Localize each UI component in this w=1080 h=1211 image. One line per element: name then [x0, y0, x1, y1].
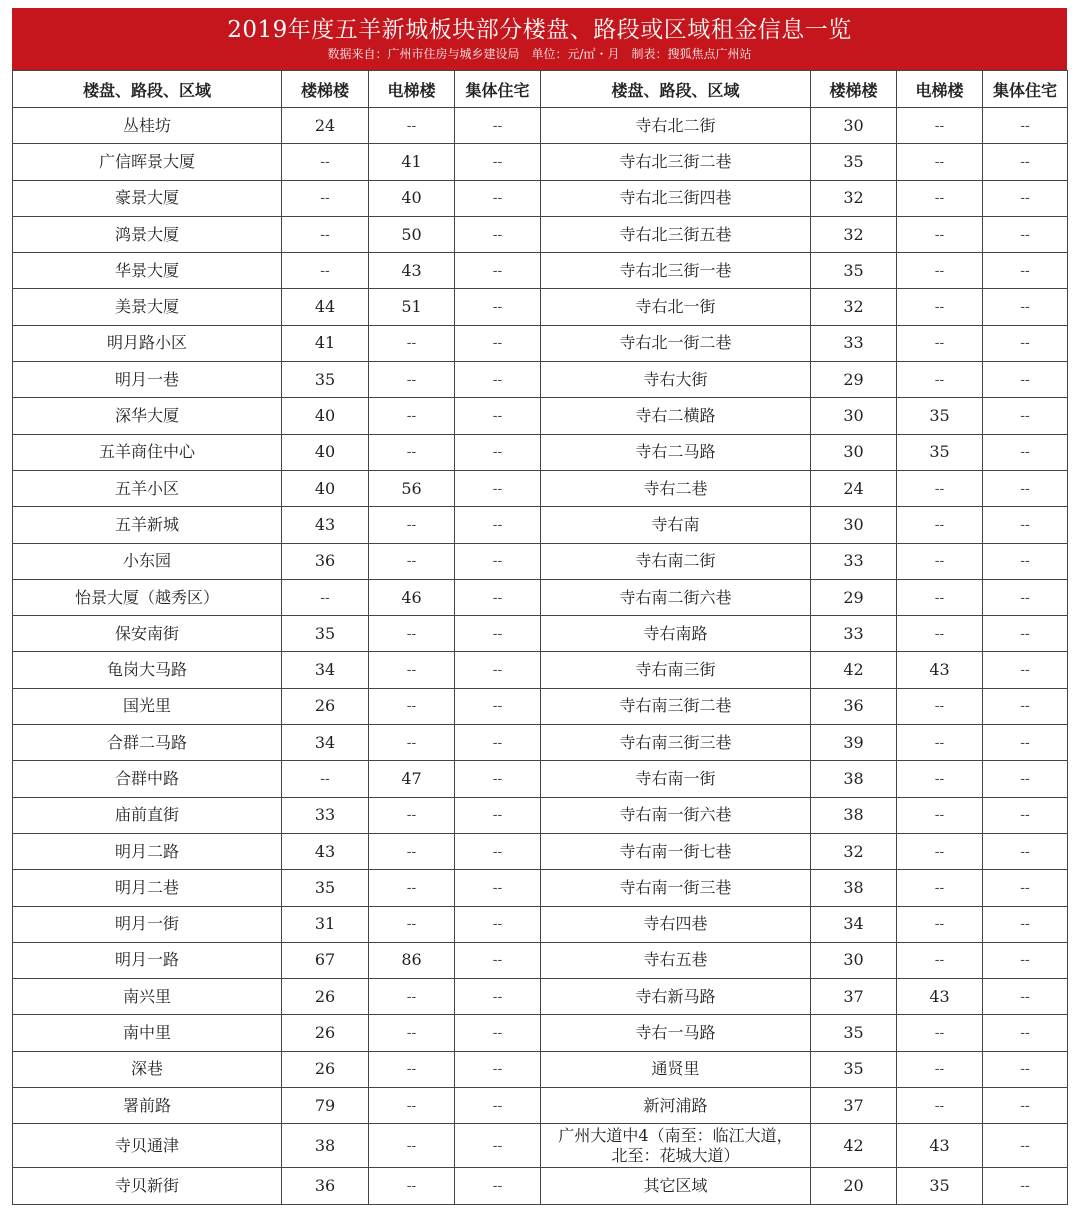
cell-collective-left: -- — [455, 870, 541, 906]
cell-stair-left: 35 — [282, 362, 369, 398]
cell-collective-left: -- — [455, 1168, 541, 1204]
cell-name-right: 寺右二巷 — [541, 470, 811, 506]
table-row — [13, 434, 1068, 470]
table-row — [13, 906, 1068, 942]
cell-stair-left: 40 — [282, 470, 369, 506]
cell-stair-left: 43 — [282, 507, 369, 543]
cell-elevator-left: -- — [369, 833, 455, 869]
cell-stair-right: 38 — [811, 797, 897, 833]
cell-collective-right: -- — [983, 398, 1068, 434]
table-row — [13, 833, 1068, 869]
cell-elevator-right: -- — [897, 253, 983, 289]
cell-collective-left: -- — [455, 289, 541, 325]
cell-elevator-left: -- — [369, 1168, 455, 1204]
cell-elevator-right: -- — [897, 725, 983, 761]
cell-name-left: 深华大厦 — [13, 398, 282, 434]
cell-stair-right: 37 — [811, 1088, 897, 1124]
cell-stair-right: 30 — [811, 108, 897, 144]
rent-table — [12, 70, 1068, 1205]
cell-stair-left: 26 — [282, 1051, 369, 1087]
cell-name-right: 寺右一马路 — [541, 1015, 811, 1051]
cell-stair-left: 36 — [282, 543, 369, 579]
cell-name-right: 寺右北一街二巷 — [541, 325, 811, 361]
cell-elevator-left: -- — [369, 1088, 455, 1124]
cell-elevator-right: -- — [897, 543, 983, 579]
header-cell-elevator-left: 电梯楼 — [369, 71, 455, 108]
cell-stair-left: 79 — [282, 1088, 369, 1124]
cell-stair-right: 35 — [811, 253, 897, 289]
cell-name-left: 南中里 — [13, 1015, 282, 1051]
cell-name-right: 寺右北三街五巷 — [541, 216, 811, 252]
cell-elevator-left: -- — [369, 1124, 455, 1168]
cell-elevator-right: -- — [897, 870, 983, 906]
cell-elevator-left: -- — [369, 434, 455, 470]
rent-table-sheet — [12, 8, 1067, 1205]
cell-name-left: 明月二巷 — [13, 870, 282, 906]
cell-elevator-right: -- — [897, 289, 983, 325]
cell-name-right: 寺右南路 — [541, 616, 811, 652]
cell-stair-left: 34 — [282, 652, 369, 688]
table-row — [13, 1051, 1068, 1087]
cell-collective-left: -- — [455, 434, 541, 470]
cell-stair-right: 30 — [811, 942, 897, 978]
table-row — [13, 144, 1068, 180]
cell-name-left: 丛桂坊 — [13, 108, 282, 144]
header-cell-stair-left: 楼梯楼 — [282, 71, 369, 108]
cell-name-left: 广信晖景大厦 — [13, 144, 282, 180]
cell-name-left: 五羊小区 — [13, 470, 282, 506]
cell-collective-left: -- — [455, 362, 541, 398]
cell-collective-right: -- — [983, 180, 1068, 216]
cell-collective-right: -- — [983, 108, 1068, 144]
cell-elevator-left: -- — [369, 688, 455, 724]
cell-collective-right: -- — [983, 942, 1068, 978]
cell-name-right: 寺右四巷 — [541, 906, 811, 942]
table-row — [13, 652, 1068, 688]
table-title: 2019年度五羊新城板块部分楼盘、路段或区域租金信息一览 — [227, 17, 852, 43]
cell-collective-right: -- — [983, 725, 1068, 761]
cell-stair-right: 33 — [811, 325, 897, 361]
cell-collective-left: -- — [455, 325, 541, 361]
cell-collective-left: -- — [455, 906, 541, 942]
table-row — [13, 616, 1068, 652]
cell-collective-left: -- — [455, 797, 541, 833]
cell-name-left: 龟岗大马路 — [13, 652, 282, 688]
cell-elevator-left: 56 — [369, 470, 455, 506]
cell-collective-left: -- — [455, 144, 541, 180]
cell-name-right: 寺右北三街二巷 — [541, 144, 811, 180]
cell-elevator-right: -- — [897, 616, 983, 652]
cell-stair-right: 37 — [811, 979, 897, 1015]
cell-name-left: 豪景大厦 — [13, 180, 282, 216]
cell-collective-right: -- — [983, 543, 1068, 579]
cell-name-right: 广州大道中4（南至：临江大道，北至：花城大道） — [541, 1124, 811, 1168]
cell-collective-left: -- — [455, 543, 541, 579]
cell-elevator-right: -- — [897, 942, 983, 978]
cell-elevator-right: -- — [897, 216, 983, 252]
cell-name-left: 明月一巷 — [13, 362, 282, 398]
cell-name-right: 寺右南一街 — [541, 761, 811, 797]
cell-collective-left: -- — [455, 761, 541, 797]
table-row — [13, 216, 1068, 252]
cell-stair-left: 38 — [282, 1124, 369, 1168]
cell-collective-right: -- — [983, 289, 1068, 325]
cell-collective-left: -- — [455, 833, 541, 869]
cell-elevator-right: 35 — [897, 398, 983, 434]
cell-collective-right: -- — [983, 216, 1068, 252]
cell-elevator-right: -- — [897, 1088, 983, 1124]
cell-name-right: 寺右南一街三巷 — [541, 870, 811, 906]
cell-collective-left: -- — [455, 979, 541, 1015]
cell-elevator-right: -- — [897, 362, 983, 398]
cell-stair-left: 26 — [282, 1015, 369, 1051]
cell-stair-left: 26 — [282, 688, 369, 724]
cell-stair-left: -- — [282, 180, 369, 216]
cell-stair-right: 32 — [811, 216, 897, 252]
cell-elevator-right: 35 — [897, 1168, 983, 1204]
cell-name-left: 明月一街 — [13, 906, 282, 942]
table-row — [13, 1088, 1068, 1124]
cell-name-left: 美景大厦 — [13, 289, 282, 325]
cell-collective-left: -- — [455, 1088, 541, 1124]
cell-elevator-right: -- — [897, 108, 983, 144]
cell-elevator-right: -- — [897, 507, 983, 543]
cell-name-right: 寺右南二街六巷 — [541, 579, 811, 615]
table-row — [13, 942, 1068, 978]
cell-elevator-left: -- — [369, 1015, 455, 1051]
cell-stair-right: 42 — [811, 652, 897, 688]
cell-stair-right: 30 — [811, 398, 897, 434]
cell-elevator-right: -- — [897, 688, 983, 724]
cell-collective-right: -- — [983, 1124, 1068, 1168]
cell-name-right: 通贤里 — [541, 1051, 811, 1087]
cell-elevator-left: 40 — [369, 180, 455, 216]
cell-stair-right: 32 — [811, 833, 897, 869]
cell-elevator-right: -- — [897, 579, 983, 615]
cell-elevator-right: -- — [897, 1015, 983, 1051]
cell-collective-right: -- — [983, 325, 1068, 361]
cell-collective-right: -- — [983, 797, 1068, 833]
cell-collective-right: -- — [983, 1051, 1068, 1087]
cell-collective-right: -- — [983, 507, 1068, 543]
cell-name-left: 南兴里 — [13, 979, 282, 1015]
cell-elevator-right: 43 — [897, 1124, 983, 1168]
table-row — [13, 470, 1068, 506]
cell-collective-right: -- — [983, 979, 1068, 1015]
table-row — [13, 725, 1068, 761]
cell-elevator-left: -- — [369, 507, 455, 543]
cell-name-left: 国光里 — [13, 688, 282, 724]
cell-stair-left: 26 — [282, 979, 369, 1015]
cell-name-left: 深巷 — [13, 1051, 282, 1087]
table-row — [13, 1124, 1068, 1168]
cell-elevator-right: 43 — [897, 652, 983, 688]
cell-name-right: 寺右南二街 — [541, 543, 811, 579]
cell-stair-right: 38 — [811, 870, 897, 906]
cell-name-left: 小东园 — [13, 543, 282, 579]
cell-stair-left: -- — [282, 761, 369, 797]
cell-name-right: 寺右南一街六巷 — [541, 797, 811, 833]
cell-stair-left: -- — [282, 216, 369, 252]
cell-collective-right: -- — [983, 761, 1068, 797]
cell-stair-right: 29 — [811, 579, 897, 615]
cell-name-right: 寺右北一街 — [541, 289, 811, 325]
cell-name-right: 寺右大街 — [541, 362, 811, 398]
cell-name-right: 寺右北二街 — [541, 108, 811, 144]
table-row — [13, 507, 1068, 543]
cell-stair-left: 40 — [282, 434, 369, 470]
cell-name-right: 寺右北三街四巷 — [541, 180, 811, 216]
cell-stair-right: 35 — [811, 144, 897, 180]
cell-stair-left: -- — [282, 579, 369, 615]
cell-collective-right: -- — [983, 253, 1068, 289]
table-row — [13, 870, 1068, 906]
cell-stair-right: 30 — [811, 507, 897, 543]
cell-collective-right: -- — [983, 870, 1068, 906]
cell-collective-right: -- — [983, 652, 1068, 688]
cell-elevator-left: 50 — [369, 216, 455, 252]
cell-elevator-right: 43 — [897, 979, 983, 1015]
cell-collective-left: -- — [455, 180, 541, 216]
cell-stair-left: 67 — [282, 942, 369, 978]
cell-elevator-left: 41 — [369, 144, 455, 180]
cell-name-left: 怡景大厦（越秀区） — [13, 579, 282, 615]
cell-stair-right: 35 — [811, 1015, 897, 1051]
table-row — [13, 325, 1068, 361]
cell-stair-left: 36 — [282, 1168, 369, 1204]
cell-elevator-right: -- — [897, 180, 983, 216]
cell-stair-left: -- — [282, 144, 369, 180]
cell-stair-right: 33 — [811, 616, 897, 652]
cell-stair-left: 41 — [282, 325, 369, 361]
cell-collective-left: -- — [455, 507, 541, 543]
table-row — [13, 362, 1068, 398]
cell-stair-right: 32 — [811, 289, 897, 325]
cell-name-right: 寺右南三街二巷 — [541, 688, 811, 724]
cell-name-left: 合群中路 — [13, 761, 282, 797]
cell-collective-right: -- — [983, 833, 1068, 869]
cell-collective-left: -- — [455, 470, 541, 506]
cell-stair-left: 40 — [282, 398, 369, 434]
cell-elevator-right: -- — [897, 833, 983, 869]
cell-collective-right: -- — [983, 362, 1068, 398]
cell-name-right: 寺右南三街三巷 — [541, 725, 811, 761]
cell-name-right: 寺右北三街一巷 — [541, 253, 811, 289]
cell-name-left: 五羊商住中心 — [13, 434, 282, 470]
cell-elevator-left: -- — [369, 108, 455, 144]
cell-elevator-right: -- — [897, 470, 983, 506]
table-banner — [12, 8, 1067, 70]
cell-stair-left: 43 — [282, 833, 369, 869]
table-row — [13, 180, 1068, 216]
cell-name-left: 明月二路 — [13, 833, 282, 869]
cell-stair-left: 34 — [282, 725, 369, 761]
cell-name-left: 庙前直街 — [13, 797, 282, 833]
table-row — [13, 688, 1068, 724]
cell-elevator-left: -- — [369, 398, 455, 434]
cell-elevator-left: -- — [369, 362, 455, 398]
cell-name-left: 合群二马路 — [13, 725, 282, 761]
cell-name-left: 署前路 — [13, 1088, 282, 1124]
cell-collective-right: -- — [983, 1168, 1068, 1204]
table-row — [13, 289, 1068, 325]
cell-name-left: 寺贝通津 — [13, 1124, 282, 1168]
cell-name-right: 寺右南一街七巷 — [541, 833, 811, 869]
table-row — [13, 1168, 1068, 1204]
cell-collective-left: -- — [455, 253, 541, 289]
cell-collective-right: -- — [983, 1088, 1068, 1124]
cell-name-right: 寺右南三街 — [541, 652, 811, 688]
cell-stair-left: -- — [282, 253, 369, 289]
table-row — [13, 108, 1068, 144]
cell-name-left: 鸿景大厦 — [13, 216, 282, 252]
cell-elevator-left: -- — [369, 543, 455, 579]
cell-elevator-left: 46 — [369, 579, 455, 615]
cell-name-left: 寺贝新街 — [13, 1168, 282, 1204]
header-cell-stair-right: 楼梯楼 — [811, 71, 897, 108]
cell-elevator-right: -- — [897, 1051, 983, 1087]
cell-name-left: 明月路小区 — [13, 325, 282, 361]
cell-collective-right: -- — [983, 616, 1068, 652]
cell-elevator-right: -- — [897, 906, 983, 942]
cell-name-right: 寺右新马路 — [541, 979, 811, 1015]
cell-collective-left: -- — [455, 108, 541, 144]
cell-elevator-left: -- — [369, 979, 455, 1015]
cell-elevator-right: -- — [897, 761, 983, 797]
cell-elevator-right: -- — [897, 144, 983, 180]
cell-collective-right: -- — [983, 144, 1068, 180]
table-row — [13, 979, 1068, 1015]
cell-name-right: 寺右五巷 — [541, 942, 811, 978]
cell-elevator-right: -- — [897, 797, 983, 833]
table-row — [13, 253, 1068, 289]
cell-elevator-left: -- — [369, 725, 455, 761]
cell-stair-right: 38 — [811, 761, 897, 797]
cell-collective-left: -- — [455, 1015, 541, 1051]
cell-name-left: 五羊新城 — [13, 507, 282, 543]
table-subtitle: 数据来自：广州市住房与城乡建设局 单位：元/㎡・月 制表：搜狐焦点广州站 — [327, 47, 752, 61]
cell-collective-left: -- — [455, 398, 541, 434]
cell-collective-right: -- — [983, 470, 1068, 506]
header-cell-collective-right: 集体住宅 — [983, 71, 1068, 108]
table-row — [13, 797, 1068, 833]
table-row — [13, 579, 1068, 615]
cell-elevator-right: 35 — [897, 434, 983, 470]
cell-name-right: 寺右二马路 — [541, 434, 811, 470]
cell-stair-right: 29 — [811, 362, 897, 398]
header-cell-elevator-right: 电梯楼 — [897, 71, 983, 108]
header-cell-name-left: 楼盘、路段、区域 — [13, 71, 282, 108]
header-cell-name-right: 楼盘、路段、区域 — [541, 71, 811, 108]
cell-collective-left: -- — [455, 216, 541, 252]
cell-elevator-right: -- — [897, 325, 983, 361]
cell-elevator-left: 51 — [369, 289, 455, 325]
cell-name-left: 明月一路 — [13, 942, 282, 978]
cell-stair-right: 24 — [811, 470, 897, 506]
cell-collective-left: -- — [455, 1051, 541, 1087]
cell-collective-right: -- — [983, 906, 1068, 942]
cell-collective-left: -- — [455, 652, 541, 688]
cell-elevator-left: -- — [369, 797, 455, 833]
cell-stair-left: 31 — [282, 906, 369, 942]
cell-name-right: 寺右二横路 — [541, 398, 811, 434]
cell-stair-right: 39 — [811, 725, 897, 761]
table-row — [13, 761, 1068, 797]
cell-elevator-left: -- — [369, 616, 455, 652]
table-row — [13, 398, 1068, 434]
cell-stair-right: 32 — [811, 180, 897, 216]
cell-stair-left: 35 — [282, 870, 369, 906]
cell-elevator-left: -- — [369, 325, 455, 361]
cell-stair-left: 44 — [282, 289, 369, 325]
cell-name-left: 华景大厦 — [13, 253, 282, 289]
cell-stair-right: 20 — [811, 1168, 897, 1204]
cell-stair-left: 24 — [282, 108, 369, 144]
cell-elevator-left: -- — [369, 870, 455, 906]
cell-stair-right: 34 — [811, 906, 897, 942]
cell-elevator-left: 86 — [369, 942, 455, 978]
cell-stair-left: 35 — [282, 616, 369, 652]
header-row — [13, 71, 1068, 108]
cell-name-left: 保安南街 — [13, 616, 282, 652]
cell-collective-left: -- — [455, 616, 541, 652]
cell-name-right: 寺右南 — [541, 507, 811, 543]
cell-elevator-left: -- — [369, 1051, 455, 1087]
cell-stair-right: 33 — [811, 543, 897, 579]
cell-elevator-left: 43 — [369, 253, 455, 289]
table-row — [13, 1015, 1068, 1051]
cell-collective-right: -- — [983, 688, 1068, 724]
cell-collective-right: -- — [983, 579, 1068, 615]
cell-stair-left: 33 — [282, 797, 369, 833]
table-row — [13, 543, 1068, 579]
cell-elevator-left: 47 — [369, 761, 455, 797]
cell-name-right: 新河浦路 — [541, 1088, 811, 1124]
cell-collective-left: -- — [455, 1124, 541, 1168]
table-body — [13, 108, 1068, 1205]
cell-stair-right: 42 — [811, 1124, 897, 1168]
cell-name-right: 其它区域 — [541, 1168, 811, 1204]
cell-collective-left: -- — [455, 942, 541, 978]
cell-elevator-left: -- — [369, 652, 455, 688]
cell-collective-right: -- — [983, 1015, 1068, 1051]
cell-elevator-left: -- — [369, 906, 455, 942]
header-cell-collective-left: 集体住宅 — [455, 71, 541, 108]
cell-stair-right: 35 — [811, 1051, 897, 1087]
cell-collective-right: -- — [983, 434, 1068, 470]
cell-stair-right: 36 — [811, 688, 897, 724]
cell-collective-left: -- — [455, 688, 541, 724]
cell-collective-left: -- — [455, 725, 541, 761]
cell-collective-left: -- — [455, 579, 541, 615]
cell-stair-right: 30 — [811, 434, 897, 470]
